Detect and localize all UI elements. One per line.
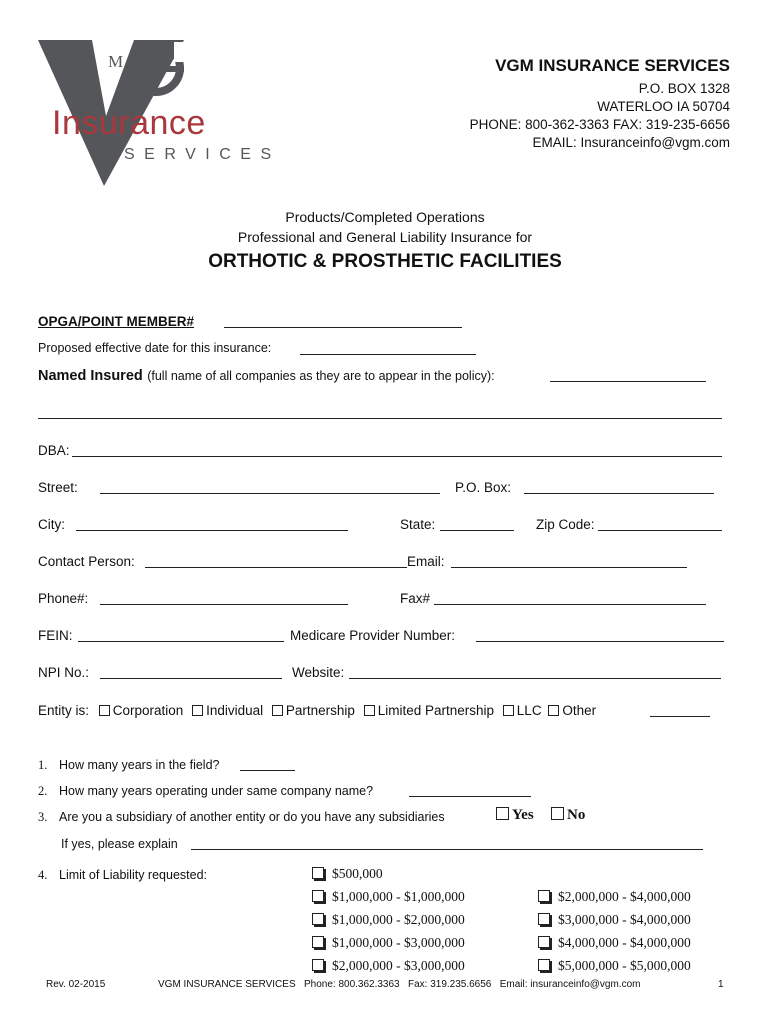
limit-option-2m-4m[interactable]: $2,000,000 - $4,000,000 xyxy=(538,889,691,905)
email-label: Email: xyxy=(407,554,445,569)
city-label: City: xyxy=(38,517,65,532)
checkbox-icon[interactable] xyxy=(312,890,324,902)
checkbox-icon[interactable] xyxy=(312,867,324,879)
company-po-box: P.O. BOX 1328 xyxy=(638,81,730,96)
phone-field[interactable] xyxy=(100,604,348,605)
limit-option-5m-5m[interactable]: $5,000,000 - $5,000,000 xyxy=(538,958,691,974)
phone-label: Phone#: xyxy=(38,591,89,606)
q1-text: How many years in the field? xyxy=(59,758,220,772)
footer-rev: Rev. 02-2015 xyxy=(46,979,106,990)
entity-option-partnership[interactable]: Partnership xyxy=(272,703,355,718)
street-field[interactable] xyxy=(100,493,440,494)
fax-label: Fax# xyxy=(400,591,431,606)
q2-text: How many years operating under same company name? xyxy=(59,784,374,798)
named-insured-label: Named Insured (full name of all companies as they are to appear in the policy): xyxy=(38,368,495,384)
entity-row xyxy=(38,703,596,718)
company-address-block xyxy=(470,56,730,152)
logo-insurance-text: Insurance xyxy=(52,104,206,142)
contact-person-field[interactable] xyxy=(145,567,407,568)
dba-field[interactable] xyxy=(72,456,722,457)
effective-date-label: Proposed effective date for this insurance: xyxy=(38,341,272,355)
q2-field[interactable] xyxy=(409,796,531,797)
fax-field[interactable] xyxy=(434,604,706,605)
checkbox-icon[interactable] xyxy=(272,705,283,716)
company-name: VGM INSURANCE SERVICES xyxy=(495,56,730,75)
effective-date-field[interactable] xyxy=(300,354,476,355)
entity-label: Entity is: xyxy=(38,703,90,718)
email-field[interactable] xyxy=(451,567,687,568)
q1-number: 1. xyxy=(38,758,48,772)
checkbox-icon[interactable] xyxy=(312,936,324,948)
logo-monogram: M xyxy=(108,52,125,71)
q3-explain-label: If yes, please explain xyxy=(61,837,178,851)
footer-page-number: 1 xyxy=(718,979,724,990)
entity-other-field[interactable] xyxy=(650,716,710,717)
checkbox-icon[interactable] xyxy=(538,936,550,948)
website-label: Website: xyxy=(292,665,345,680)
city-field[interactable] xyxy=(76,530,348,531)
q3-text: Are you a subsidiary of another entity or do you have any subsidiaries xyxy=(59,810,445,824)
company-city: WATERLOO IA 50704 xyxy=(597,99,730,114)
limit-option-2m-3m[interactable]: $2,000,000 - $3,000,000 xyxy=(312,958,465,974)
form-title: ORTHOTIC & PROSTHETIC FACILITIES xyxy=(208,251,562,272)
entity-option-individual[interactable]: Individual xyxy=(192,703,263,718)
limit-option-500k[interactable]: $500,000 xyxy=(312,866,383,882)
zip-label: Zip Code: xyxy=(536,517,595,532)
checkbox-icon[interactable] xyxy=(312,913,324,925)
named-insured-field[interactable] xyxy=(550,381,706,382)
checkbox-icon[interactable] xyxy=(538,959,550,971)
opga-member-label: OPGA/POINT MEMBER# xyxy=(38,314,195,329)
dba-label: DBA: xyxy=(38,443,70,458)
logo-services-text: SERVICES xyxy=(124,146,281,163)
named-insured-field-2[interactable] xyxy=(38,418,722,419)
checkbox-icon[interactable] xyxy=(538,890,550,902)
checkbox-icon[interactable] xyxy=(503,705,514,716)
q2-number: 2. xyxy=(38,784,48,798)
checkbox-icon[interactable] xyxy=(548,705,559,716)
opga-member-field[interactable] xyxy=(224,327,462,328)
heading-line-1: Products/Completed Operations xyxy=(285,209,485,225)
entity-option-llc[interactable]: LLC xyxy=(503,703,542,718)
checkbox-icon[interactable] xyxy=(496,807,509,820)
limit-option-1m-3m[interactable]: $1,000,000 - $3,000,000 xyxy=(312,935,465,951)
npi-label: NPI No.: xyxy=(38,665,90,680)
checkbox-icon[interactable] xyxy=(312,959,324,971)
checkbox-icon[interactable] xyxy=(551,807,564,820)
fein-field[interactable] xyxy=(78,641,284,642)
q4-text: Limit of Liability requested: xyxy=(59,868,207,882)
checkbox-icon[interactable] xyxy=(538,913,550,925)
footer-contact: VGM INSURANCE SERVICES Phone: 800.362.3363 Fax: 319.235.6656 Email: insuranceinfo@vgm.com xyxy=(158,979,641,990)
q3-no-option[interactable]: No xyxy=(551,807,585,824)
limit-option-3m-4m[interactable]: $3,000,000 - $4,000,000 xyxy=(538,912,691,928)
checkbox-icon[interactable] xyxy=(364,705,375,716)
limit-option-4m-4m[interactable]: $4,000,000 - $4,000,000 xyxy=(538,935,691,951)
checkbox-icon[interactable] xyxy=(99,705,110,716)
q4-number: 4. xyxy=(38,868,48,882)
medicare-field[interactable] xyxy=(476,641,724,642)
company-phone-fax: PHONE: 800-362-3363 FAX: 319-235-6656 xyxy=(469,117,730,132)
street-label: Street: xyxy=(38,480,78,495)
entity-option-limited-partnership[interactable]: Limited Partnership xyxy=(364,703,494,718)
contact-person-label: Contact Person: xyxy=(38,554,135,569)
company-email: EMAIL: Insuranceinfo@vgm.com xyxy=(532,135,730,150)
checkbox-icon[interactable] xyxy=(192,705,203,716)
entity-option-other[interactable]: Other xyxy=(548,703,596,718)
state-label: State: xyxy=(400,517,436,532)
form-heading xyxy=(0,207,770,273)
q1-field[interactable] xyxy=(240,770,295,771)
medicare-label: Medicare Provider Number: xyxy=(290,628,456,643)
state-field[interactable] xyxy=(440,530,514,531)
entity-option-corporation[interactable]: Corporation xyxy=(99,703,184,718)
npi-field[interactable] xyxy=(100,678,282,679)
limit-option-1m-2m[interactable]: $1,000,000 - $2,000,000 xyxy=(312,912,465,928)
q3-yes-option[interactable]: Yes xyxy=(496,807,534,824)
q3-number: 3. xyxy=(38,810,48,824)
zip-field[interactable] xyxy=(598,530,722,531)
po-box-field[interactable] xyxy=(524,493,714,494)
po-box-label: P.O. Box: xyxy=(455,480,512,495)
limit-option-1m-1m[interactable]: $1,000,000 - $1,000,000 xyxy=(312,889,465,905)
q3-explain-field[interactable] xyxy=(191,849,703,850)
fein-label: FEIN: xyxy=(38,628,73,643)
website-field[interactable] xyxy=(349,678,721,679)
heading-line-2: Professional and General Liability Insurance for xyxy=(237,229,533,245)
